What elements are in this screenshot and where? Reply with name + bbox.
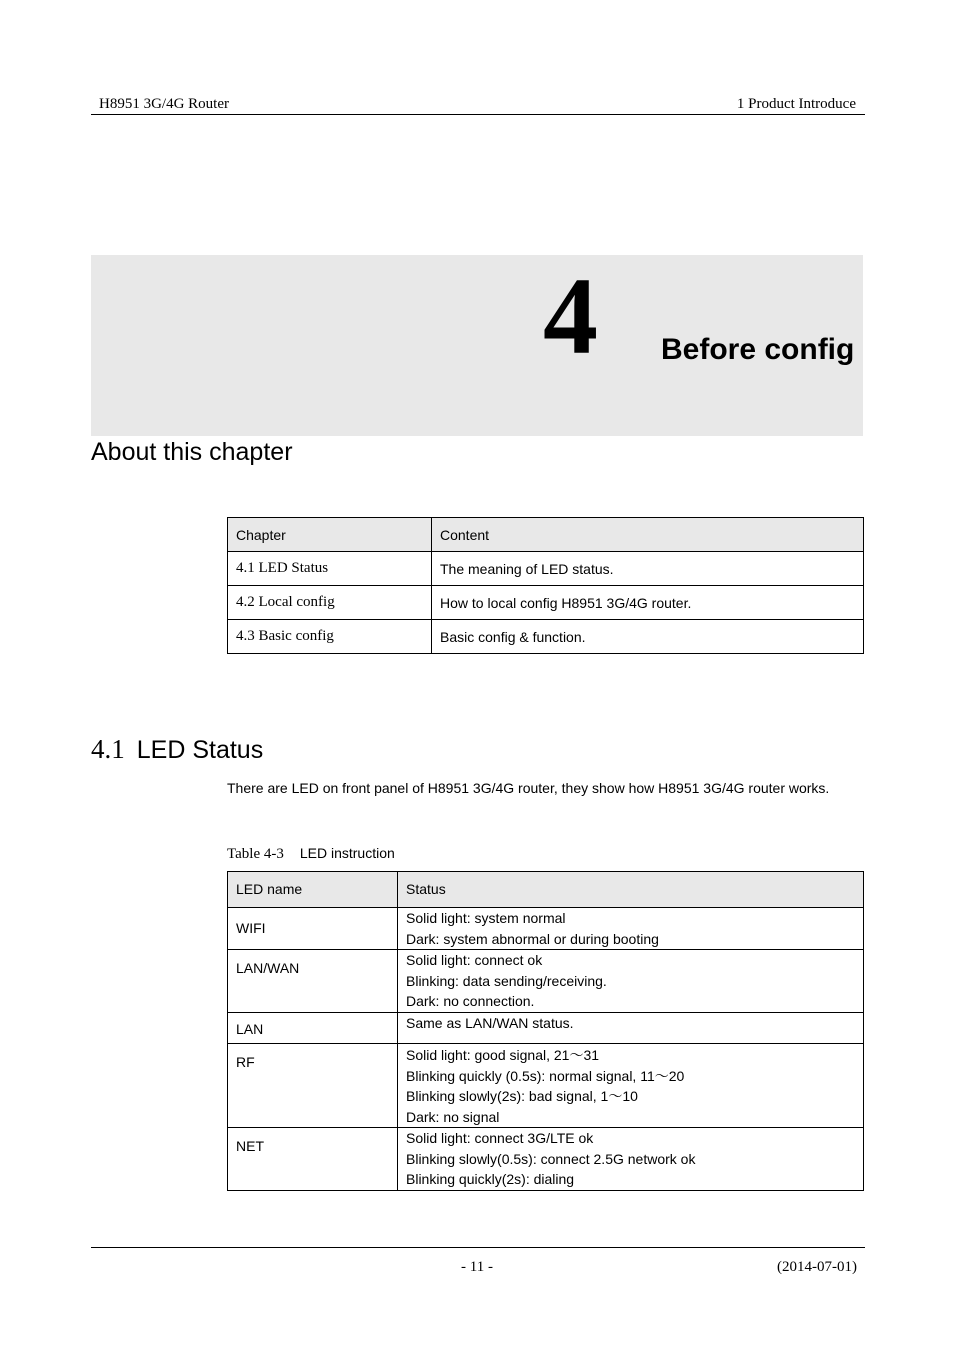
chapter-number: 4 [543,255,598,377]
led-status-cell [398,1012,864,1044]
header-title: H8951 3G/4G Router [99,96,229,112]
led-status-cell [398,908,864,950]
status-line: Blinking: data sending/receiving. [406,972,607,989]
status-line: Blinking quickly(2s): dialing [406,1171,575,1187]
section-intro: There are LED on front panel of H8951 3G/4G router, they show how H8951 3G/4G router works. [227,780,830,796]
chapter-table [227,517,864,654]
table-row [228,620,864,654]
table-header-row [228,872,864,908]
status-line: Solid light: system normal [406,910,566,926]
footer-rule [91,1247,865,1248]
header-cell: LED name [228,872,398,908]
led-name-cell: LAN/WAN [228,950,398,1013]
table-row [228,950,864,1013]
table-row [228,1012,864,1044]
table-header-row [228,518,864,552]
header-rule [91,114,865,115]
status-line: Solid light: good signal, 21～31 [406,1047,600,1063]
status-line: Solid light: connect ok [406,952,543,968]
status-line: Blinking slowly(2s): bad signal, 1～10 [406,1088,638,1104]
table-caption [227,845,395,863]
led-name-cell: LAN [228,1012,398,1044]
content-cell: How to local config H8951 3G/4G router. [432,586,864,620]
status-line: Same as LAN/WAN status. [406,1014,574,1031]
led-status-cell [398,1044,864,1128]
table-row [228,586,864,620]
chapter-cell: 4.1 LED Status [228,552,432,586]
section-heading [91,734,263,765]
page-number: - 11 - [461,1259,493,1275]
status-line: Dark: system abnormal or during booting [406,930,659,947]
led-name-cell: NET [228,1128,398,1191]
chapter-title: Before config [661,333,855,366]
led-status-cell [398,950,864,1013]
table-row [228,1128,864,1191]
header-cell: Content [432,518,864,552]
about-heading: About this chapter [91,438,293,466]
chapter-cell: 4.2 Local config [228,586,432,620]
header-chapter: 1 Product Introduce [736,96,856,112]
caption-label: Table 4-3 [227,846,284,862]
chapter-cell: 4.3 Basic config [228,620,432,654]
section-title: LED Status [136,736,264,764]
status-line: Blinking slowly(0.5s): connect 2.5G network ok [406,1150,696,1167]
caption-text: LED instruction [299,845,395,861]
table-row [228,552,864,586]
content-cell: The meaning of LED status. [432,552,864,586]
status-line: Solid light: connect 3G/LTE ok [406,1130,594,1146]
led-name-cell: RF [228,1044,398,1128]
section-number: 4.1 [91,734,125,764]
status-line: Dark: no connection. [406,993,535,1009]
led-status-cell [398,1128,864,1191]
status-line: Dark: no signal [406,1108,500,1125]
header-cell: Status [398,872,864,908]
led-table [227,871,864,1191]
chapter-banner [91,255,863,436]
content-cell: Basic config & function. [432,620,864,654]
led-name-cell: WIFI [228,908,398,950]
footer-date: (2014-07-01) [777,1259,857,1275]
table-row [228,1044,864,1128]
header-cell: Chapter [228,518,432,552]
table-row [228,908,864,950]
status-line: Blinking quickly (0.5s): normal signal, 11～20 [406,1067,685,1084]
